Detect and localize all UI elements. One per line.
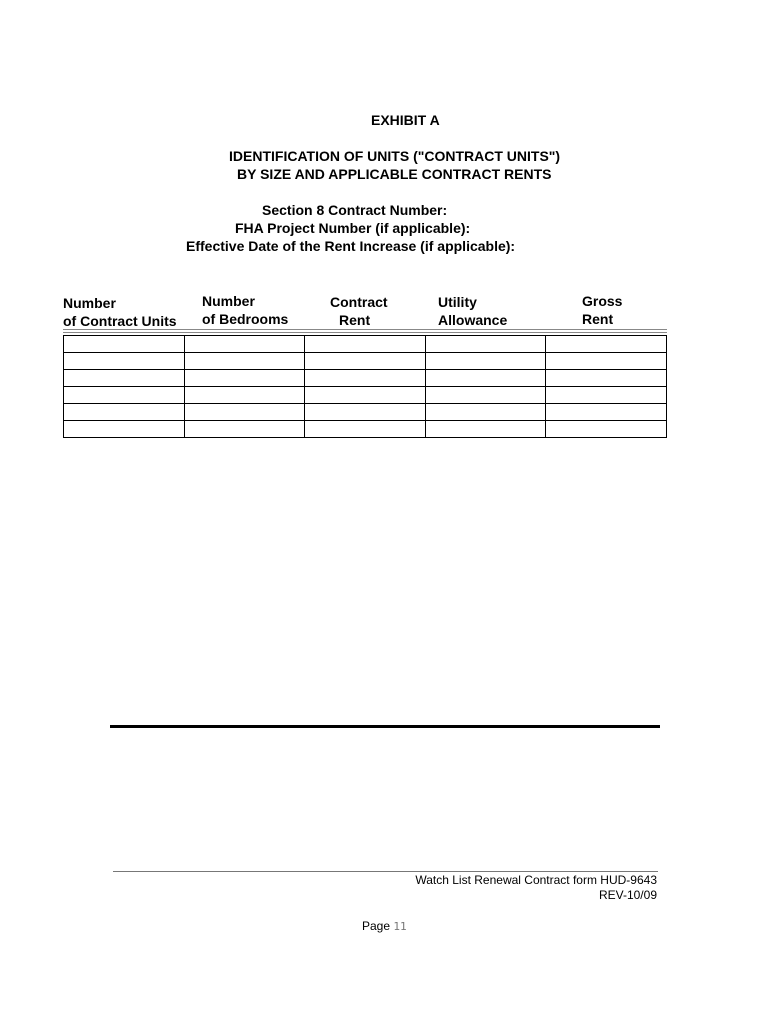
table-cell[interactable]	[184, 387, 305, 404]
table-cell[interactable]	[425, 387, 546, 404]
table-row	[64, 387, 667, 404]
table-cell[interactable]	[305, 404, 426, 421]
exhibit-title: EXHIBIT A	[371, 112, 440, 128]
page-number	[362, 919, 407, 933]
footer-revision: REV-10/09	[598, 888, 657, 902]
table-cell[interactable]	[64, 353, 185, 370]
effective-date-label: Effective Date of the Rent Increase (if applicable):	[186, 238, 516, 254]
table-cell[interactable]	[305, 336, 426, 353]
column-header-line: of Contract Units	[63, 313, 177, 329]
signature-line	[110, 725, 660, 728]
column-header-line: Rent	[339, 312, 371, 328]
table-cell[interactable]	[546, 336, 667, 353]
table-cell[interactable]	[64, 370, 185, 387]
title-line-1: IDENTIFICATION OF UNITS ("CONTRACT UNITS")	[229, 148, 561, 164]
table-row	[64, 353, 667, 370]
table-cell[interactable]	[425, 421, 546, 438]
table-row	[64, 404, 667, 421]
table-cell[interactable]	[305, 387, 426, 404]
table-cell[interactable]	[546, 404, 667, 421]
column-header-line: Gross	[582, 293, 623, 309]
column-header-utility-allowance	[438, 293, 507, 329]
table-cell[interactable]	[64, 336, 185, 353]
table-row	[64, 370, 667, 387]
table-cell[interactable]	[425, 353, 546, 370]
table-cell[interactable]	[425, 404, 546, 421]
table-cell[interactable]	[425, 336, 546, 353]
column-header-bedrooms	[202, 292, 288, 328]
column-header-line: Number	[202, 293, 255, 309]
table-cell[interactable]	[184, 404, 305, 421]
table-cell[interactable]	[184, 353, 305, 370]
column-header-contract-units	[63, 294, 177, 330]
header-divider	[63, 329, 667, 330]
table-cell[interactable]	[546, 353, 667, 370]
page-label: Page	[362, 919, 391, 933]
table-cell[interactable]	[184, 370, 305, 387]
table-row	[64, 336, 667, 353]
page-number-value: 11	[393, 920, 407, 933]
table-cell[interactable]	[184, 336, 305, 353]
column-header-line: Utility	[438, 294, 477, 310]
table-cell[interactable]	[546, 421, 667, 438]
table-cell[interactable]	[305, 421, 426, 438]
column-header-gross-rent	[582, 292, 622, 328]
contract-number-label: Section 8 Contract Number:	[262, 202, 448, 218]
column-header-line: Rent	[582, 311, 614, 327]
table-cell[interactable]	[546, 387, 667, 404]
table-cell[interactable]	[425, 370, 546, 387]
table-cell[interactable]	[184, 421, 305, 438]
column-header-line: Number	[63, 295, 116, 311]
column-header-line: Allowance	[438, 312, 508, 328]
header-divider	[63, 332, 667, 333]
fha-project-number-label: FHA Project Number (if applicable):	[235, 220, 471, 236]
column-header-line: of Bedrooms	[202, 311, 289, 327]
title-line-2: BY SIZE AND APPLICABLE CONTRACT RENTS	[237, 166, 552, 182]
table-cell[interactable]	[64, 387, 185, 404]
units-table	[63, 335, 667, 438]
footer-divider	[113, 871, 658, 872]
column-header-line: Contract	[330, 294, 388, 310]
footer-form-name: Watch List Renewal Contract form HUD-9643	[415, 873, 657, 887]
table-cell[interactable]	[64, 404, 185, 421]
table-cell[interactable]	[305, 370, 426, 387]
column-header-contract-rent	[330, 293, 388, 329]
table-cell[interactable]	[64, 421, 185, 438]
table-cell[interactable]	[305, 353, 426, 370]
table-cell[interactable]	[546, 370, 667, 387]
table-row	[64, 421, 667, 438]
